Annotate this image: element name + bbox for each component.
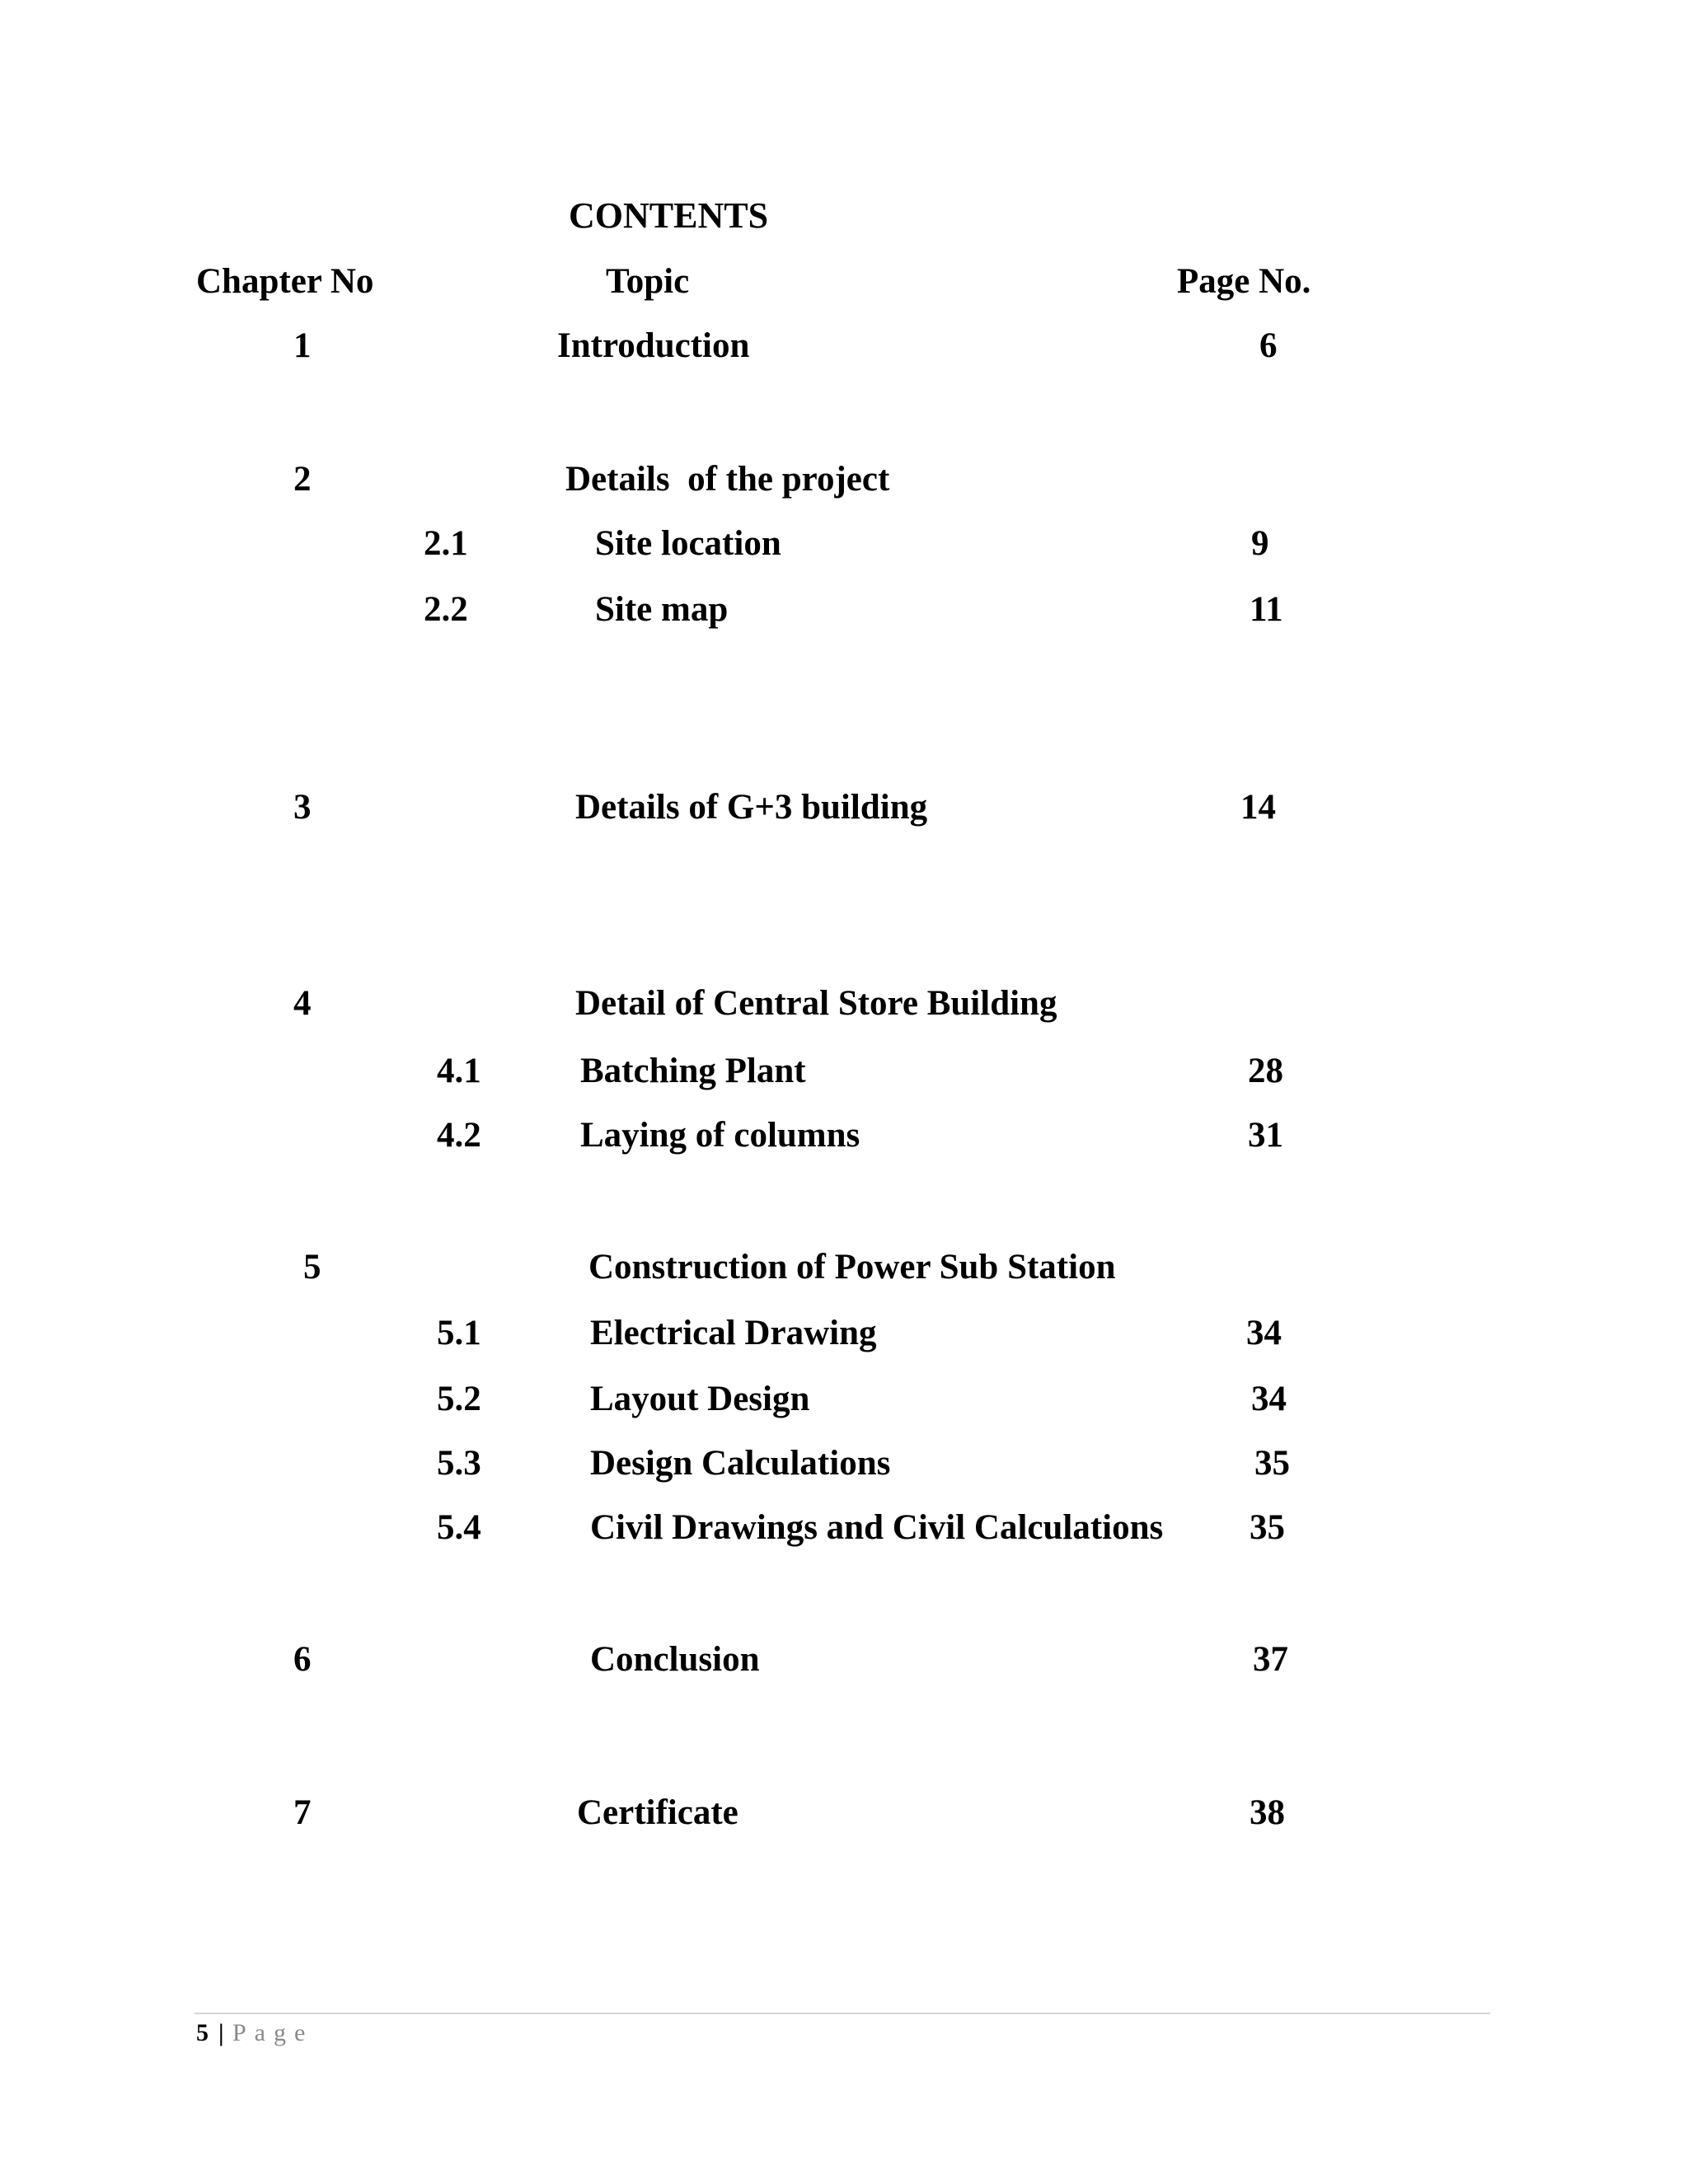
- toc-topic: Construction of Power Sub Station: [588, 1248, 1116, 1286]
- toc-topic: Layout Design: [590, 1380, 810, 1418]
- toc-page-number: 35: [1254, 1444, 1290, 1483]
- toc-topic: Conclusion: [590, 1640, 760, 1679]
- footer-divider: [195, 2013, 1490, 2014]
- toc-page-number: 35: [1250, 1508, 1285, 1547]
- toc-topic: Design Calculations: [590, 1444, 891, 1483]
- toc-page-number: 38: [1250, 1793, 1285, 1832]
- toc-page-number: 34: [1246, 1314, 1282, 1352]
- toc-page-number: 6: [1259, 326, 1278, 365]
- footer-page-number: 5: [196, 2019, 209, 2046]
- toc-page-number: 31: [1248, 1116, 1283, 1155]
- toc-chapter-number: 2: [293, 460, 312, 499]
- toc-chapter-number: 5: [303, 1248, 321, 1286]
- toc-topic: Electrical Drawing: [590, 1314, 877, 1352]
- toc-topic: Site map: [595, 590, 729, 629]
- toc-topic: Detail of Central Store Building: [575, 984, 1057, 1023]
- toc-section-number: 2.2: [424, 590, 468, 629]
- column-header-chapter: Chapter No: [196, 262, 374, 301]
- toc-section-number: 5.2: [437, 1380, 481, 1418]
- toc-chapter-number: 4: [293, 984, 312, 1023]
- toc-chapter-number: 1: [293, 326, 312, 365]
- toc-topic: Laying of columns: [580, 1116, 860, 1155]
- toc-page-number: 11: [1250, 590, 1283, 629]
- toc-topic: Details of the project: [565, 460, 890, 499]
- toc-section-number: 4.1: [437, 1052, 481, 1090]
- toc-topic: Details of G+3 building: [575, 788, 928, 827]
- toc-topic: Certificate: [577, 1793, 738, 1832]
- toc-page-number: 28: [1248, 1052, 1283, 1090]
- column-header-topic: Topic: [606, 262, 690, 301]
- toc-section-number: 2.1: [424, 524, 468, 563]
- toc-page-number: 37: [1253, 1640, 1288, 1679]
- toc-topic: Site location: [595, 524, 781, 563]
- footer-page-label: Page: [232, 2019, 314, 2046]
- toc-section-number: 5.4: [437, 1508, 481, 1547]
- toc-topic: Civil Drawings and Civil Calculations: [590, 1508, 1164, 1547]
- toc-chapter-number: 6: [293, 1640, 312, 1679]
- page-title: CONTENTS: [569, 195, 769, 236]
- toc-section-number: 5.3: [437, 1444, 481, 1483]
- toc-page-number: 34: [1251, 1380, 1287, 1418]
- toc-topic: Introduction: [557, 326, 750, 365]
- toc-chapter-number: 3: [293, 788, 312, 827]
- toc-chapter-number: 7: [293, 1793, 312, 1832]
- toc-section-number: 5.1: [437, 1314, 481, 1352]
- toc-topic: Batching Plant: [580, 1052, 806, 1090]
- column-header-page: Page No.: [1177, 262, 1311, 301]
- toc-section-number: 4.2: [437, 1116, 481, 1155]
- footer-separator: |: [218, 2019, 224, 2046]
- toc-page-number: 14: [1240, 788, 1276, 827]
- toc-page-number: 9: [1251, 524, 1269, 563]
